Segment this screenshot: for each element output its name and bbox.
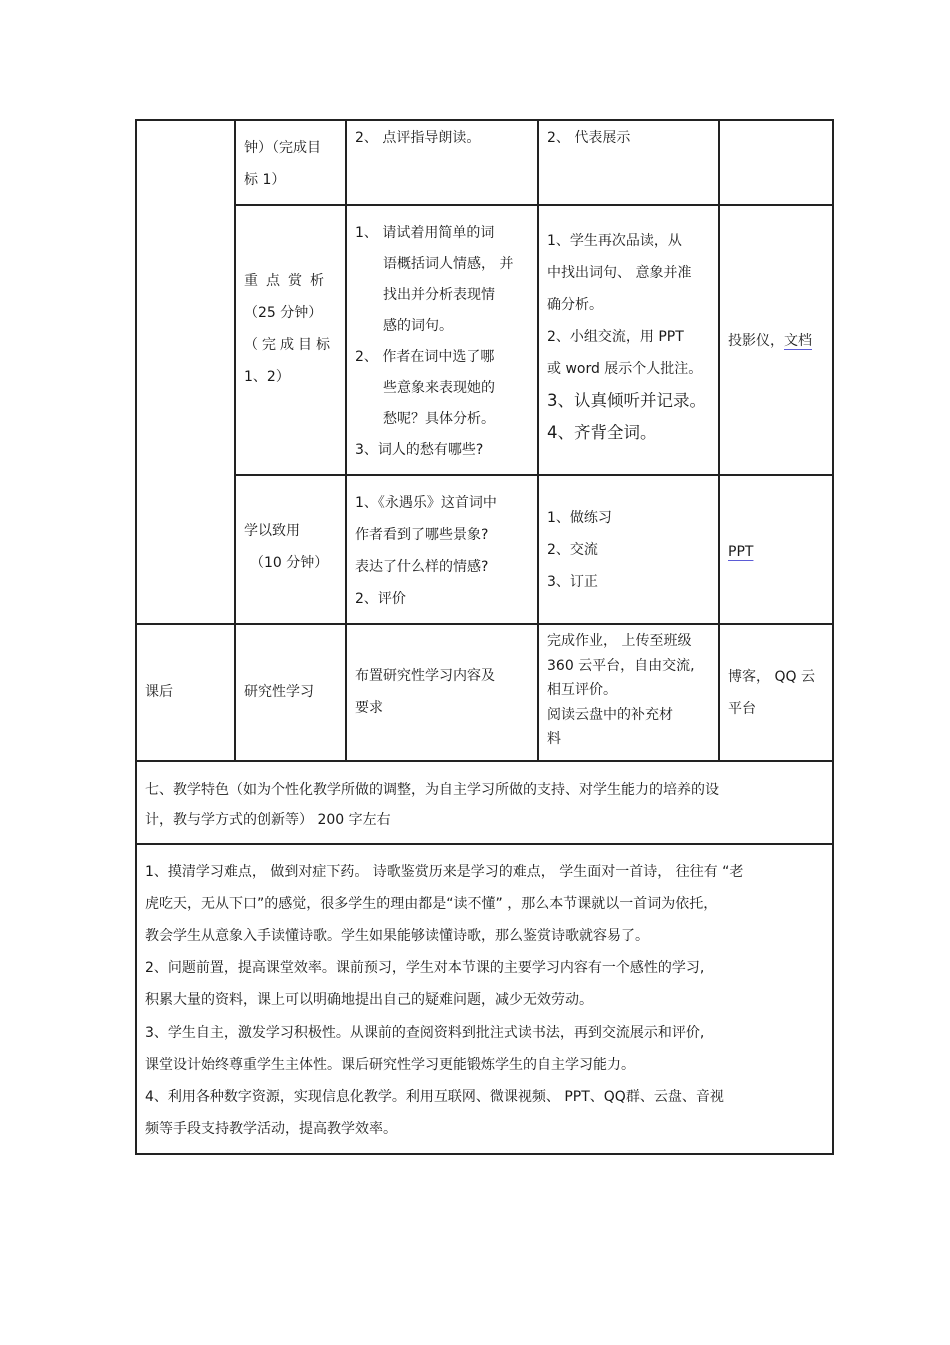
teacher-activity-line: 作者看到了哪些景象? bbox=[355, 527, 489, 543]
student-activity-line: 确分析。 bbox=[547, 297, 603, 313]
student-activity-line: 1、做练习 bbox=[547, 509, 612, 526]
teacher-activity-cell bbox=[346, 475, 538, 624]
student-activity: 2、 代表展示 bbox=[547, 130, 631, 146]
stage-cell bbox=[235, 624, 346, 761]
student-activity-cell bbox=[538, 205, 719, 475]
teacher-activity-line: 愁呢？具体分析。 bbox=[383, 411, 495, 427]
teacher-activity-line: 2、评价 bbox=[355, 591, 406, 607]
media-cell bbox=[719, 475, 833, 624]
features-body-row bbox=[136, 844, 833, 1155]
student-activity-cell bbox=[538, 624, 719, 761]
teacher-activity-line: 找出并分析表现情 bbox=[383, 287, 495, 303]
media-line: 平台 bbox=[728, 701, 756, 718]
feature-line: 频等手段支持教学活动，提高教学效率。 bbox=[145, 1121, 397, 1138]
teacher-activity-line: 要求 bbox=[355, 700, 383, 717]
student-activity-line: 4、齐背全词。 bbox=[547, 423, 657, 442]
stage-line: （25 分钟） bbox=[244, 305, 323, 321]
teacher-activity-line: 3、词人的愁有哪些? bbox=[355, 442, 484, 458]
media-cell bbox=[719, 120, 833, 205]
student-activity-cell bbox=[538, 475, 719, 624]
stage-line: 重点赏析 bbox=[244, 273, 332, 289]
feature-line: 1、摸清学习难点， 做到对症下药。 诗歌鉴赏历来是学习的难点， 学生面对一首诗， 往往有 “老 bbox=[145, 863, 744, 880]
feature-line: 积累大量的资料，课上可以明确地提出自己的疑难问题，减少无效劳动。 bbox=[145, 992, 593, 1009]
media-text: 投影仪， bbox=[728, 333, 784, 349]
teacher-activity-cell bbox=[346, 624, 538, 761]
student-activity-line: 3、订正 bbox=[547, 573, 598, 590]
media-cell bbox=[719, 624, 833, 761]
media-link-document[interactable]: 文档 bbox=[784, 333, 812, 349]
media-line: 博客， QQ 云 bbox=[728, 669, 815, 686]
features-body-cell bbox=[136, 844, 833, 1155]
table-row bbox=[136, 475, 833, 624]
table-row bbox=[136, 205, 833, 475]
stage-line: （完成目标 bbox=[244, 337, 334, 353]
teacher-activity-line: 表达了什么样的情感? bbox=[355, 559, 489, 575]
lesson-plan-table bbox=[135, 119, 834, 1155]
stage-line: 钟）（完成目 bbox=[244, 140, 321, 156]
phase-cell-empty bbox=[136, 120, 235, 624]
student-activity-line: 或 word 展示个人批注。 bbox=[547, 361, 703, 377]
feature-line: 4、利用各种数字资源，实现信息化教学。利用互联网、微课视频、 PPT、QQ群、云盘、音视 bbox=[145, 1088, 724, 1105]
student-activity-line: 料 bbox=[547, 731, 561, 747]
media-link-ppt[interactable]: PPT bbox=[728, 543, 754, 560]
student-activity-line: 中找出词句、 意象并准 bbox=[547, 265, 692, 281]
student-activity-line: 3、认真倾听并记录。 bbox=[547, 391, 706, 410]
teacher-activity-line: 布置研究性学习内容及 bbox=[355, 668, 495, 685]
section-heading-row bbox=[136, 761, 833, 844]
stage-line: 学以致用 bbox=[244, 522, 300, 539]
stage-line: （10 分钟） bbox=[250, 554, 329, 571]
feature-line: 虎吃天，无从下口”的感觉，很多学生的理由都是“读不懂” ，那么本节课就以一首词为依托， bbox=[145, 895, 718, 912]
teacher-activity-cell bbox=[346, 120, 538, 205]
table-row bbox=[136, 624, 833, 761]
table-row bbox=[136, 120, 833, 205]
section-heading-line: 计，教与学方式的创新等） 200 字左右 bbox=[145, 811, 391, 828]
student-activity-cell bbox=[538, 120, 719, 205]
student-activity-line: 360 云平台，自由交流, bbox=[547, 657, 695, 674]
phase-label: 课后 bbox=[145, 684, 173, 701]
student-activity-line: 阅读云盘中的补充材 bbox=[547, 706, 673, 723]
teacher-activity-line: 语概括词人情感， 并 bbox=[383, 256, 514, 272]
stage-line: 1、2） bbox=[244, 369, 290, 385]
feature-line: 2、问题前置，提高课堂效率。课前预习，学生对本节课的主要学习内容有一个感性的学习, bbox=[145, 960, 705, 977]
feature-line: 教会学生从意象入手读懂诗歌。学生如果能够读懂诗歌，那么鉴赏诗歌就容易了。 bbox=[145, 927, 649, 944]
stage-line: 标 1） bbox=[244, 172, 286, 188]
section-heading-cell bbox=[136, 761, 833, 844]
teacher-activity: 2、 点评指导朗读。 bbox=[355, 130, 481, 146]
teacher-activity-line: 些意象来表现她的 bbox=[383, 380, 495, 396]
feature-line: 3、学生自主，激发学习积极性。从课前的查阅资料到批注式读书法，再到交流展示和评价, bbox=[145, 1024, 705, 1041]
student-activity-line: 1、学生再次品读，从 bbox=[547, 233, 682, 249]
teacher-activity-line: 1、《永遇乐》这首词中 bbox=[355, 495, 497, 511]
student-activity-line: 相互评价。 bbox=[547, 682, 617, 698]
section-heading-line: 七、教学特色（如为个性化教学所做的调整，为自主学习所做的支持、对学生能力的培养的设 bbox=[145, 781, 719, 798]
phase-cell bbox=[136, 624, 235, 761]
stage-cell bbox=[235, 205, 346, 475]
student-activity-line: 2、交流 bbox=[547, 541, 598, 558]
feature-line: 课堂设计始终尊重学生主体性。课后研究性学习更能锻炼学生的自主学习能力。 bbox=[145, 1056, 635, 1073]
teacher-activity-line: 1、 请试着用简单的词 bbox=[355, 225, 495, 241]
stage-cell bbox=[235, 120, 346, 205]
teacher-activity-line: 感的词句。 bbox=[383, 318, 453, 334]
media-cell bbox=[719, 205, 833, 475]
stage-cell bbox=[235, 475, 346, 624]
student-activity-line: 完成作业， 上传至班级 bbox=[547, 633, 692, 649]
teacher-activity-cell bbox=[346, 205, 538, 475]
teacher-activity-line: 2、 作者在词中选了哪 bbox=[355, 349, 495, 365]
student-activity-line: 2、小组交流，用 PPT bbox=[547, 329, 684, 345]
stage-label: 研究性学习 bbox=[244, 684, 314, 701]
